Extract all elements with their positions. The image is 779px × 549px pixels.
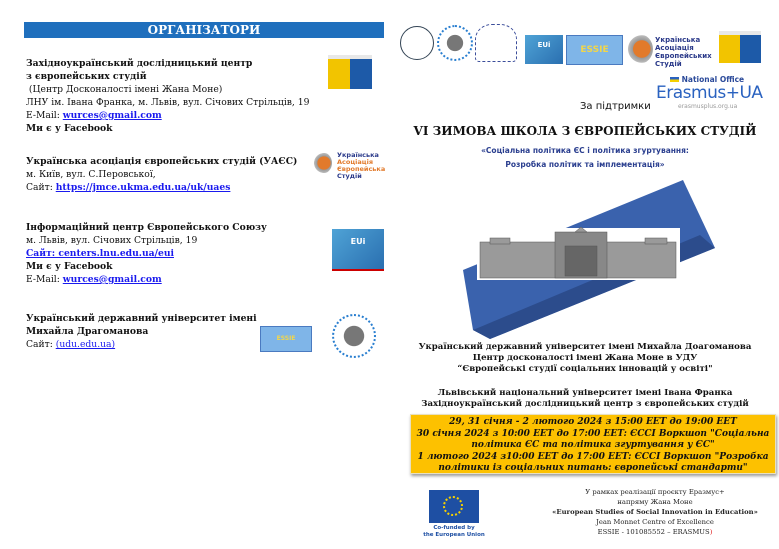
project-code: ESSIE - 101085552 – ERASMUS bbox=[597, 528, 710, 536]
org-address: ЛНУ ім. Івана Франка, м. Львів, вул. Січових Стрільців, 19 bbox=[26, 97, 310, 108]
logo-line: Європейська bbox=[337, 165, 386, 173]
org-name: Український державний університет імені bbox=[26, 313, 257, 324]
org-name: Інформаційний центр Європейського Союзу bbox=[26, 222, 267, 233]
email-link[interactable]: wurces@gmail.com bbox=[62, 274, 162, 285]
organizers-header: ОРГАНІЗАТОРИ bbox=[24, 22, 384, 38]
school-title: VI ЗИМОВА ШКОЛА З ЄВРОПЕЙСЬКИХ СТУДІЙ bbox=[413, 124, 757, 138]
eu-cofunded-label bbox=[418, 525, 490, 539]
support-label: За підтримки bbox=[580, 101, 651, 112]
schedule-box bbox=[410, 414, 776, 474]
email-label: E-Mail: bbox=[26, 274, 63, 285]
eui-logo-top: EUi bbox=[525, 35, 563, 64]
school-subtitle-1: «Соціальна політика ЄС і політика згуртування: bbox=[481, 146, 689, 155]
schedule-line: 30 січня 2024 з 10:00 EET до 17:00 EET: ЄССІ Воркшоп "Соціальна bbox=[416, 428, 770, 439]
site-link[interactable]: https://jmce.ukma.edu.ua/uk/uaes bbox=[55, 182, 231, 193]
org-name: Західноукраїнський дослідницький центр bbox=[26, 58, 253, 69]
org-address: м. Львів, вул. Січових Стрільців, 19 bbox=[26, 235, 198, 246]
erasmus-logo: Erasmus+UA bbox=[656, 83, 763, 103]
site-label: Сайт: bbox=[26, 182, 56, 193]
logo-line: Студій bbox=[337, 172, 362, 180]
project-paren: ) bbox=[709, 528, 713, 536]
facebook-link[interactable]: Ми є у Facebook bbox=[26, 261, 113, 272]
email-label: E-Mail: bbox=[26, 110, 63, 121]
host-line: “Європейські студії соціальних інновацій у освіті" bbox=[457, 364, 713, 374]
site-link[interactable]: (udu.edu.ua) bbox=[55, 339, 116, 350]
national-office-text: National Office bbox=[681, 75, 745, 84]
host-lnu bbox=[400, 388, 770, 410]
schedule-line: політика ЄС та політика згуртування у ЄС" bbox=[471, 440, 715, 451]
school-subtitle-2: Розробка політик та імплементація» bbox=[505, 160, 665, 169]
logo-line: Асоціація bbox=[337, 158, 374, 166]
org-name: Михайла Драгоманова bbox=[26, 326, 149, 337]
logo-line: Європейських bbox=[655, 52, 712, 60]
cofunded-line: the European Union bbox=[423, 532, 485, 538]
host-udu bbox=[400, 342, 770, 375]
email-link[interactable]: wurces@gmail.com bbox=[62, 110, 162, 121]
erasmus-url: erasmusplus.org.ua bbox=[678, 103, 738, 110]
project-line: напряму Жана Моне bbox=[617, 498, 693, 506]
eu-flag-icon bbox=[429, 490, 479, 523]
org-name: з європейських студій bbox=[26, 71, 147, 82]
cofunded-line: Co-funded by bbox=[433, 525, 475, 531]
essie-logo-top: ESSIE bbox=[566, 35, 623, 65]
facebook-link[interactable]: Ми є у Facebook bbox=[26, 123, 113, 134]
schedule-line: 1 лютого 2024 з10:00 EET до 17:00 EET: ЄССІ Воркшоп "Розробка bbox=[417, 451, 769, 462]
project-title: «European Studies of Social Innovation in Education» bbox=[552, 508, 758, 516]
org-subtitle: (Центр Досконалості імені Жана Моне) bbox=[26, 84, 223, 95]
essie-logo: ESSIE bbox=[260, 326, 312, 352]
eui-logo: EUi bbox=[332, 229, 384, 271]
schedule-line: політики із соціальних питань: європейські стандарти" bbox=[438, 463, 748, 474]
site-link[interactable]: Сайт: centers.lnu.edu.ua/eui bbox=[26, 248, 174, 259]
logo-line: Асоціація bbox=[655, 44, 694, 52]
logo-line: Студій bbox=[655, 60, 682, 68]
host-line: Західноукраїнський дослідницький центр з європейських студій bbox=[421, 399, 749, 409]
logo-line: Українська bbox=[655, 36, 701, 44]
host-line: Український державний університет імені Михайла Доагоманова bbox=[418, 342, 752, 352]
project-line: У рамках реалізації проєкту Еразмус+ bbox=[585, 488, 725, 496]
host-line: Центр досконалості імені Жана Моне в УДУ bbox=[472, 353, 698, 363]
site-label: Сайт: bbox=[26, 339, 56, 350]
org-name: Українська асоціація європейських студій (УАЄС) bbox=[26, 156, 298, 167]
logo-line: Українська bbox=[337, 151, 379, 159]
project-line: Jean Monnet Centre of Excellence bbox=[596, 518, 714, 526]
host-line: Львівський національний університет імені Івана Франка bbox=[437, 388, 733, 398]
schedule-line: 29, 31 січня - 2 лютого 2024 з 15:00 EET до 19:00 EET bbox=[449, 417, 737, 427]
project-info bbox=[550, 487, 760, 537]
org-address: м. Київ, вул. С.Перовської, bbox=[26, 169, 156, 180]
